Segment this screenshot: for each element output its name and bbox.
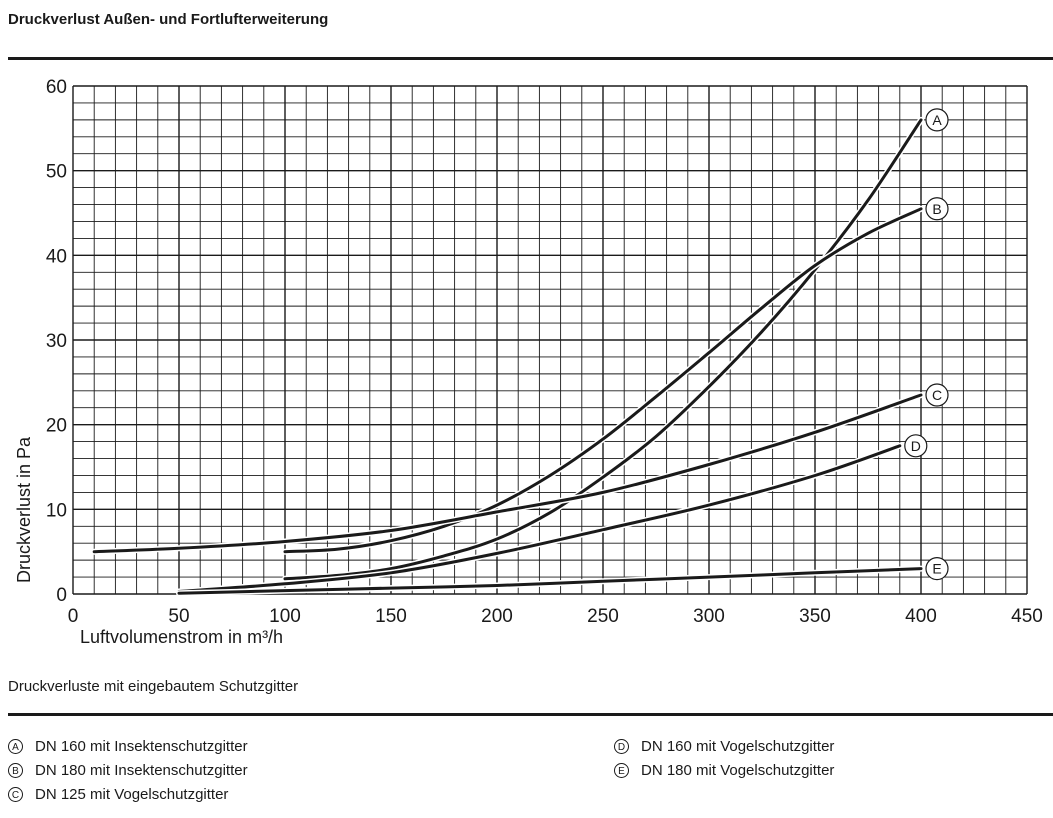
series-badge-a bbox=[926, 109, 948, 131]
legend-label: DN 180 mit Insektenschutzgitter bbox=[35, 762, 248, 779]
page-title: Druckverlust Außen- und Fortlufterweiterung bbox=[8, 11, 329, 28]
chart-caption: Druckverluste mit eingebautem Schutzgitter bbox=[8, 678, 299, 695]
y-tick-label: 20 bbox=[45, 415, 67, 437]
series-badge-b bbox=[926, 198, 948, 220]
legend-divider bbox=[8, 713, 1053, 716]
legend-badge: E bbox=[614, 763, 629, 778]
series-badge-e bbox=[926, 558, 948, 580]
series-badge-d bbox=[905, 435, 927, 457]
y-tick-label: 50 bbox=[45, 161, 67, 183]
legend-badge: D bbox=[614, 739, 629, 754]
x-tick-label: 50 bbox=[168, 606, 190, 627]
y-tick-label: 10 bbox=[45, 500, 67, 522]
svg-text:C: C bbox=[931, 387, 943, 404]
y-tick-label: 0 bbox=[56, 585, 67, 606]
legend-item-d bbox=[614, 738, 834, 755]
chart-grid bbox=[73, 86, 1027, 594]
legend-item-b bbox=[8, 762, 248, 779]
legend-item-e bbox=[614, 762, 834, 779]
x-tick-labels bbox=[68, 606, 1043, 627]
series-line-c bbox=[94, 395, 921, 552]
series-badge-c bbox=[926, 384, 948, 406]
x-tick-label: 400 bbox=[905, 606, 937, 627]
y-tick-label: 30 bbox=[45, 331, 67, 352]
y-tick-label: 40 bbox=[45, 246, 67, 268]
x-tick-label: 200 bbox=[481, 606, 513, 627]
y-axis-label: Druckverlust in Pa bbox=[14, 436, 34, 584]
x-tick-label: 150 bbox=[375, 606, 407, 627]
x-tick-label: 350 bbox=[799, 606, 831, 627]
x-tick-label: 0 bbox=[67, 606, 79, 627]
legend-badge: B bbox=[8, 763, 23, 778]
svg-text:E: E bbox=[932, 560, 942, 577]
x-tick-label: 100 bbox=[269, 606, 301, 627]
legend-item-a bbox=[8, 738, 248, 755]
x-tick-label: 450 bbox=[1011, 606, 1043, 627]
svg-text:A: A bbox=[932, 111, 942, 128]
legend-label: DN 125 mit Vogelschutzgitter bbox=[35, 786, 229, 803]
legend-label: DN 180 mit Vogelschutzgitter bbox=[641, 762, 835, 779]
svg-text:D: D bbox=[910, 437, 921, 454]
series-line-halo-c bbox=[94, 395, 921, 552]
legend-badge: C bbox=[8, 787, 23, 802]
y-tick-label: 60 bbox=[45, 77, 67, 98]
legend-label: DN 160 mit Vogelschutzgitter bbox=[641, 738, 835, 755]
x-axis-label: Luftvolumenstrom in m³/h bbox=[80, 627, 284, 647]
y-tick-labels bbox=[46, 77, 67, 606]
legend-item-c bbox=[8, 786, 228, 803]
x-tick-label: 300 bbox=[693, 606, 725, 627]
svg-text:B: B bbox=[932, 200, 942, 217]
legend-badge: A bbox=[8, 739, 23, 754]
legend-label: DN 160 mit Insektenschutzgitter bbox=[35, 738, 248, 755]
x-tick-label: 250 bbox=[587, 606, 619, 627]
